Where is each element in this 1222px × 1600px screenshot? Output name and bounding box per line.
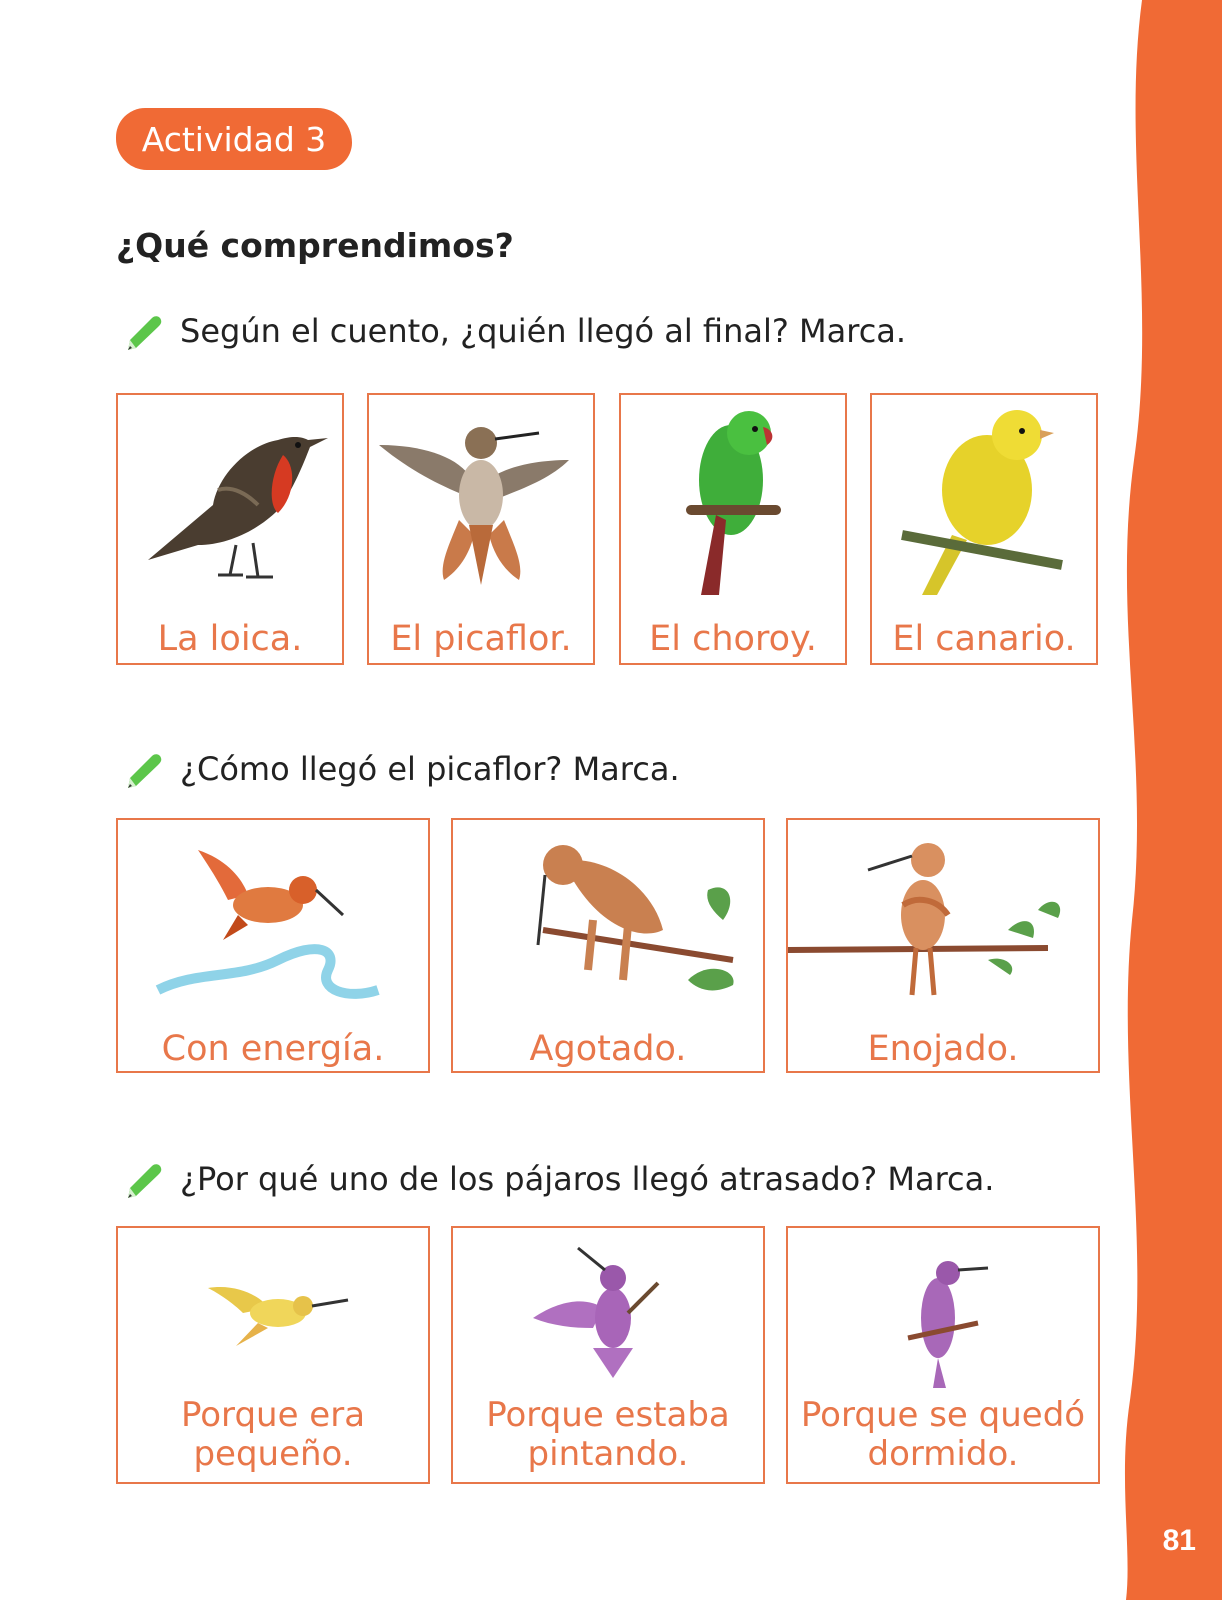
option-label — [118, 1396, 428, 1474]
section-title: ¿Qué comprendimos? — [116, 226, 514, 265]
option-card-choroy[interactable] — [619, 393, 847, 665]
yellow-canary-image — [872, 395, 1096, 595]
option-label-line1: Porque se quedó — [800, 1394, 1086, 1435]
question-text: ¿Cómo llegó el picaflor? Marca. — [180, 750, 680, 788]
option-card-pintando[interactable] — [451, 1226, 765, 1484]
activity-badge: Actividad 3 — [116, 108, 352, 170]
question-text: ¿Por qué uno de los pájaros llegó atrasado? Marca. — [180, 1160, 995, 1198]
page-number: 81 — [1162, 1524, 1196, 1557]
side-band-decoration — [1112, 0, 1222, 1600]
option-label: La loica. — [157, 618, 303, 659]
question-1 — [124, 310, 906, 352]
tired-hummingbird-image — [453, 820, 763, 1020]
pencil-icon — [124, 310, 166, 352]
small-hummingbird-image — [118, 1228, 428, 1398]
option-card-enojado[interactable] — [786, 818, 1100, 1073]
option-label-line1: Porque era — [180, 1394, 366, 1435]
option-label-line2: pequeño. — [193, 1433, 353, 1474]
option-label: Enojado. — [867, 1028, 1019, 1069]
option-label: El canario. — [892, 618, 1076, 659]
sleeping-hummingbird-image — [788, 1228, 1098, 1398]
question-text: Según el cuento, ¿quién llegó al final? Marca. — [180, 312, 907, 350]
angry-hummingbird-image — [788, 820, 1098, 1020]
option-card-con-energia[interactable] — [116, 818, 430, 1073]
option-label — [788, 1396, 1098, 1474]
option-card-dormido[interactable] — [786, 1226, 1100, 1484]
pencil-icon — [124, 1158, 166, 1200]
option-label: Agotado. — [529, 1028, 687, 1069]
option-label-line1: Porque estaba — [486, 1394, 730, 1435]
pencil-icon — [124, 748, 166, 790]
question-2 — [124, 748, 680, 790]
option-card-agotado[interactable] — [451, 818, 765, 1073]
option-card-loica[interactable] — [116, 393, 344, 665]
hummingbird-image — [369, 395, 593, 595]
painting-hummingbird-image — [453, 1228, 763, 1398]
option-card-picaflor[interactable] — [367, 393, 595, 665]
option-label — [453, 1396, 763, 1474]
option-card-pequeno[interactable] — [116, 1226, 430, 1484]
green-parrot-image — [621, 395, 845, 595]
option-label: El picaflor. — [390, 618, 572, 659]
option-label-line2: pintando. — [527, 1433, 689, 1474]
option-label: Con energía. — [161, 1028, 385, 1069]
loica-bird-image — [118, 395, 342, 595]
option-label-line2: dormido. — [867, 1433, 1019, 1474]
energetic-hummingbird-image — [118, 820, 428, 1020]
option-card-canario[interactable] — [870, 393, 1098, 665]
question-3 — [124, 1158, 994, 1200]
option-label: El choroy. — [649, 618, 817, 659]
